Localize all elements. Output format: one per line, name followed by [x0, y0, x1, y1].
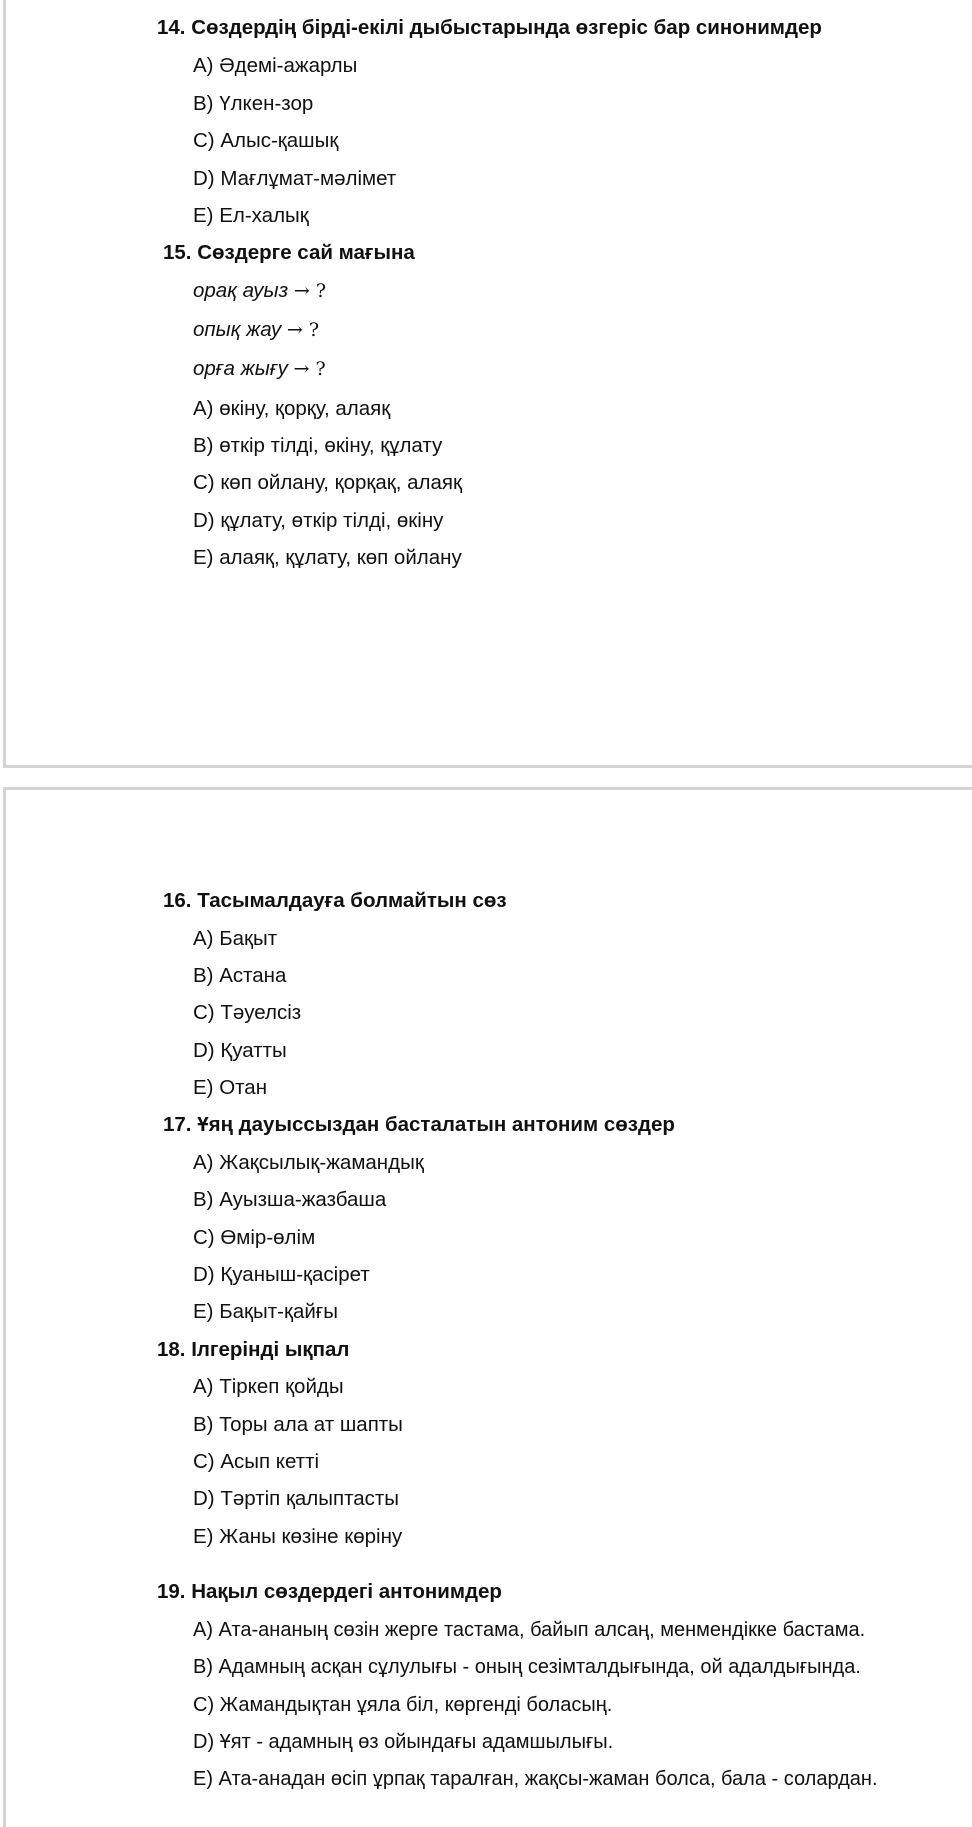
prompt-word: опық жау — [193, 318, 282, 341]
question-number: 14. — [157, 16, 186, 39]
option-e: E) алаяқ, құлату, көп ойлану — [193, 546, 462, 569]
question-text: Сөздерге сай мағына — [197, 241, 415, 264]
option-e: E) Жаны көзіне көріну — [193, 1525, 403, 1548]
option-d: D) Тәртіп қалыптасты — [193, 1487, 400, 1510]
prompt-line — [193, 277, 326, 305]
question-number: 17. — [163, 1113, 192, 1136]
question-text: Сөздердің бірді-екілі дыбыстарында өзгеріс бар синонимдер — [191, 16, 822, 39]
option-c: C) Өмір-өлім — [193, 1226, 316, 1249]
option-b: B) Адамның асқан сұлулығы - оның сезімталдығында, ой адалдығында. — [193, 1656, 861, 1678]
option-a: A) Тіркеп қойды — [193, 1375, 344, 1398]
question-text: Тасымалдауға болмайтын сөз — [197, 889, 507, 912]
option-c: C) Жамандықтан ұяла біл, көргенді боласың. — [193, 1694, 613, 1716]
option-a: A) Ата-ананың сөзін жерге тастама, байып алсаң, менмендікке бастама. — [193, 1619, 866, 1641]
question-number: 18. — [157, 1338, 186, 1361]
question-title — [163, 887, 507, 915]
option-b: B) Астана — [193, 964, 287, 987]
prompt-line — [193, 355, 326, 383]
option-a: A) өкіну, қорқу, алаяқ — [193, 397, 391, 420]
option-c: C) Асып кетті — [193, 1450, 320, 1473]
arrow-icon: → ? — [293, 280, 327, 302]
option-e: E) Бақыт-қайғы — [193, 1300, 339, 1323]
option-d: D) Мағлұмат-мәлімет — [193, 167, 397, 190]
option-c: C) Алыс-қашық — [193, 129, 339, 152]
option-e: E) Ата-анадан өсіп ұрпақ таралған, жақсы-жаман болса, бала - солардан. — [193, 1768, 878, 1790]
option-d: D) Ұят - адамның өз ойындағы адамшылығы. — [193, 1731, 614, 1753]
option-a: A) Жақсылық-жамандық — [193, 1151, 424, 1174]
option-b: B) Үлкен-зор — [193, 92, 314, 115]
option-e: E) Ел-халық — [193, 204, 309, 227]
question-number: 19. — [157, 1580, 186, 1603]
arrow-icon: → ? — [293, 358, 326, 380]
arrow-icon: → ? — [286, 319, 320, 341]
option-a: A) Әдемі-ажарлы — [193, 54, 358, 77]
option-d: D) Қуаныш-қасірет — [193, 1263, 370, 1286]
option-d: D) құлату, өткір тілді, өкіну — [193, 509, 444, 532]
page-1 — [3, 0, 972, 768]
prompt-line — [193, 316, 319, 344]
question-text: Ілгерінді ықпал — [191, 1338, 350, 1361]
option-b: B) Торы ала ат шапты — [193, 1413, 403, 1436]
question-number: 15. — [163, 241, 192, 264]
question-title — [157, 14, 822, 42]
question-title — [157, 1578, 502, 1606]
question-text: Нақыл сөздердегі антонимдер — [191, 1580, 502, 1603]
option-e: E) Отан — [193, 1076, 268, 1099]
question-title — [157, 1336, 349, 1364]
option-c: C) Тәуелсіз — [193, 1001, 302, 1024]
question-text: Ұяң дауыссыздан басталатын антоним сөздер — [197, 1113, 675, 1136]
question-title — [163, 239, 415, 267]
option-a: A) Бақыт — [193, 927, 278, 950]
option-d: D) Қуатты — [193, 1039, 287, 1062]
question-title — [163, 1111, 675, 1139]
question-number: 16. — [163, 889, 192, 912]
prompt-word: орақ ауыз — [193, 279, 289, 302]
option-c: C) көп ойлану, қорқақ, алаяқ — [193, 471, 462, 494]
option-b: B) өткір тілді, өкіну, құлату — [193, 434, 443, 457]
prompt-word: орға жығу — [193, 357, 288, 380]
option-b: B) Ауызша-жазбаша — [193, 1188, 387, 1211]
